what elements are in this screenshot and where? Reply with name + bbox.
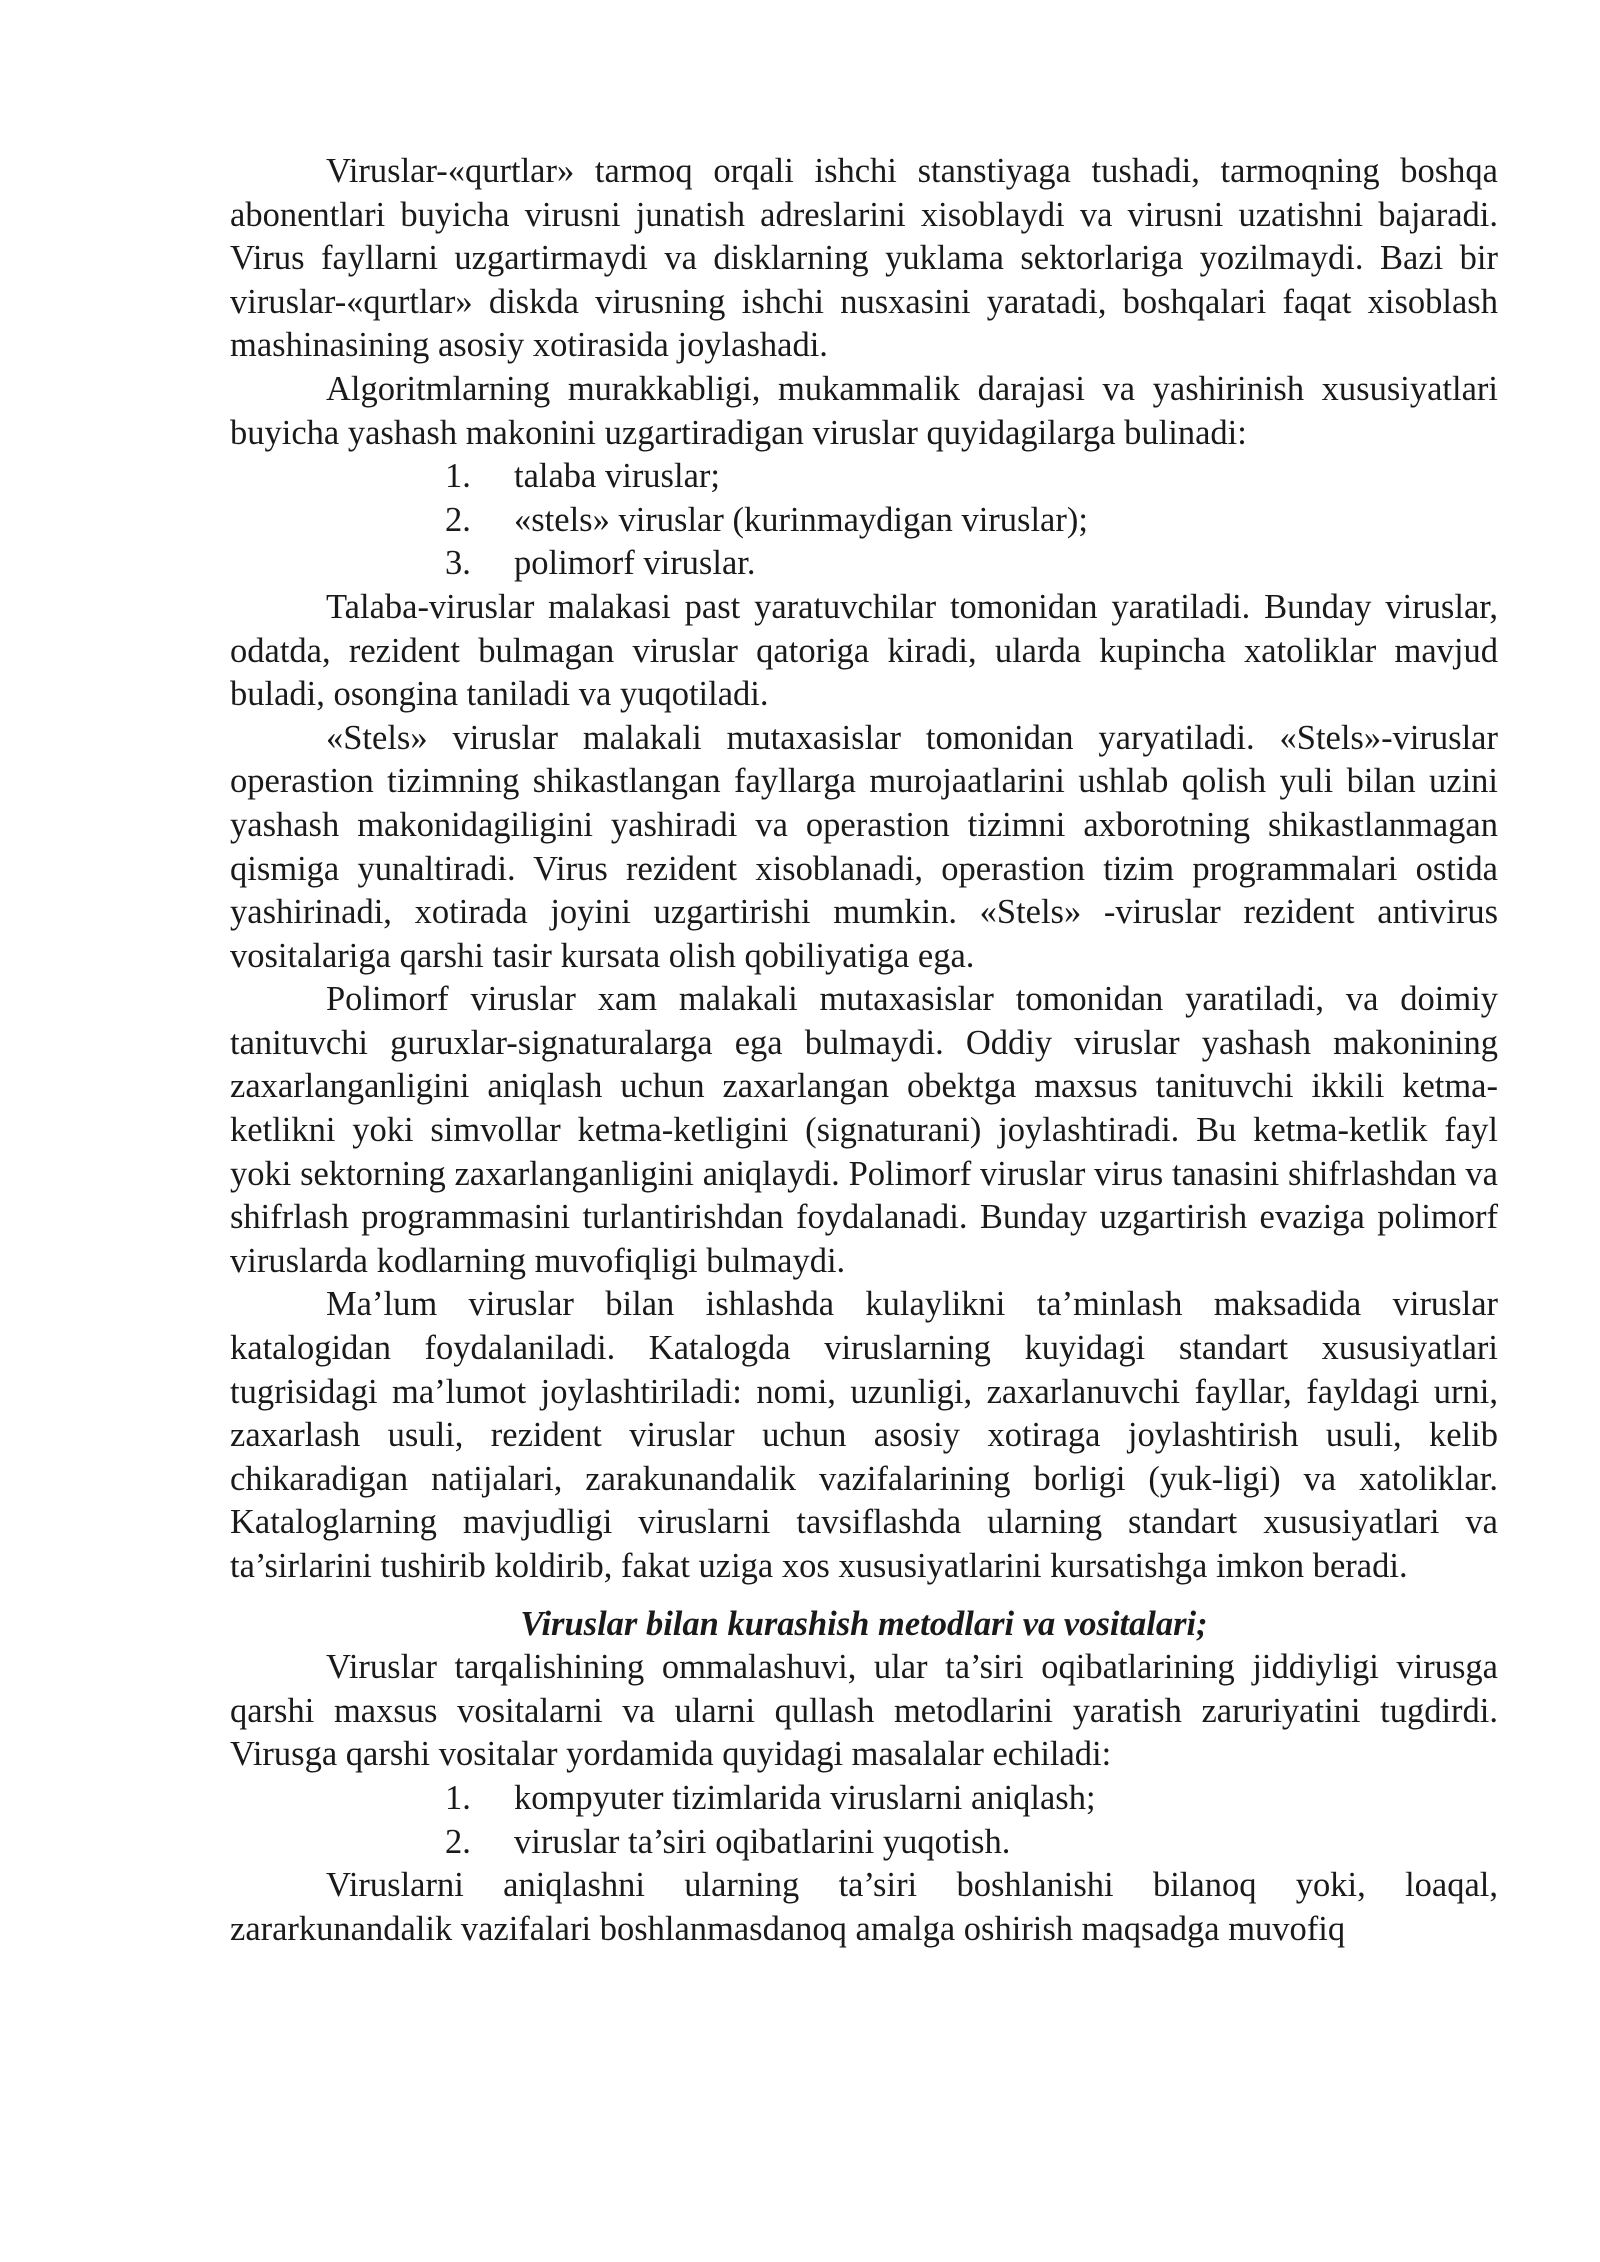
list-item (230, 499, 1498, 543)
paragraph-student-viruses: Talaba-viruslar malakasi past yaratuvchilar tomonidan yaratiladi. Bunday viruslar, odatda, rezident bulmagan viruslar qatoriga kiradi, ularda kupincha xatoliklar mavjud buladi, osongina taniladi va yuqotiladi. (230, 587, 1498, 714)
document-page (230, 150, 1498, 1951)
list-item (230, 1821, 1498, 1865)
list-item-text: polimorf viruslar. (514, 544, 756, 583)
antivirus-tasks-list (230, 1777, 1498, 1864)
virus-types-list (230, 455, 1498, 586)
list-item-number: 3. (445, 544, 471, 583)
list-item (230, 1777, 1498, 1821)
paragraph-polymorphic-viruses: Polimorf viruslar xam malakali mutaxasislar tomonidan yaratiladi, va doimiy tanituvchi guruxlar-signaturalarga ega bulmaydi. Oddiy viruslar yashash makonining zaxarlanganligini aniqlash uchun zaxarlangan obektga maxsus tanituvchi ikkili ketma-ketlikni yoki simvollar ketma-ketligini (signaturani) joylashtiradi. Bu ketma-ketlik fayl yoki sektorning zaxarlanganligini aniqlaydi. Polimorf viruslar virus tanasini shifrlashdan va shifrlash programmasini turlantirishdan foydalanadi. Bunday uzgartirish evaziga polimorf viruslarda kodlarning muvofiqligi bulmaydi. (230, 980, 1498, 1280)
paragraph-worms: Viruslar-«qurtlar» tarmoq orqali ishchi stanstiyaga tushadi, tarmoqning boshqa abonentlari buyicha virusni junatish adreslarini xisoblaydi va virusni uzatishni bajaradi. Virus fayllarni uzgartirmaydi va disklarning yuklama sektorlariga yozilmaydi. Bazi bir viruslar-«qurtlar» diskda virusning ishchi nusxasini yaratadi, boshqalari faqat xisoblash mashinasining asosiy xotirasida joylashadi. (230, 152, 1498, 365)
list-item-number: 1. (445, 1778, 471, 1817)
paragraph-classification-intro: Algoritmlarning murakkabligi, mukammalik darajasi va yashirinish xususiyatlari buyicha yashash makonini uzgartiradigan viruslar quyidagilarga bulinadi: (230, 369, 1498, 452)
paragraph-antivirus-intro: Viruslar tarqalishining ommalashuvi, ular ta’siri oqibatlarining jiddiyligi virusga qarshi maxsus vositalarni va ularni qullash metodlarini yaratish zaruriyatini tugdirdi. Virusga qarshi vositalar yordamida quyidagi masalalar echiladi: (230, 1648, 1498, 1774)
paragraph-stealth-viruses: «Stels» viruslar malakali mutaxasislar tomonidan yaryatiladi. «Stels»-viruslar operastion tizimning shikastlangan fayllarga murojaatlarini ushlab qolish yuli bilan uzini yashash makonidagiligini yashiradi va operastion tizimni axborotning shikastlanmagan qismiga yunaltiradi. Virus rezident xisoblanadi, operastion tizim programmalari ostida yashirinadi, xotirada joyini uzgartirishi mumkin. «Stels» -viruslar rezident antivirus vositalariga qarshi tasir kursata olish qobiliyatiga ega. (230, 718, 1498, 975)
list-item-text: «stels» viruslar (kurinmaydigan viruslar); (514, 500, 1088, 539)
list-item-text: talaba viruslar; (514, 457, 720, 496)
list-item-number: 1. (445, 457, 471, 496)
section-heading: Viruslar bilan kurashish metodlari va vositalari; (520, 1604, 1208, 1643)
list-item-text: viruslar ta’siri oqibatlarini yuqotish. (514, 1822, 1011, 1861)
list-item-number: 2. (445, 1822, 471, 1861)
list-item-number: 2. (445, 500, 471, 539)
list-item (230, 542, 1498, 586)
paragraph-detection: Viruslarni aniqlashni ularning ta’siri boshlanishi bilanoq yoki, loaqal, zararkunandalik vazifalari boshlanmasdanoq amalga oshirish maqsadga muvofiq (230, 1866, 1498, 1948)
list-item-text: kompyuter tizimlarida viruslarni aniqlash; (514, 1778, 1096, 1817)
list-item (230, 455, 1498, 499)
paragraph-virus-catalog: Ma’lum viruslar bilan ishlashda kulaylikni ta’minlash maksadida viruslar katalogidan foydalaniladi. Katalogda viruslarning kuyidagi standart xususiyatlari tugrisidagi ma’lumot joylashtiriladi: nomi, uzunligi, zaxarlanuvchi fayllar, fayldagi urni, zaxarlash usuli, rezident viruslar uchun asosiy xotiraga joylashtirish usuli, kelib chikaradigan natijalari, zarakunandalik vazifalarining borligi (yuk-ligi) va xatoliklar. Kataloglarning mavjudligi viruslarni tavsiflashda ularning standart xususiyatlari va ta’sirlarini tushirib koldirib, fakat uziga xos xususiyatlarini kursatishga imkon beradi. (230, 1285, 1498, 1585)
